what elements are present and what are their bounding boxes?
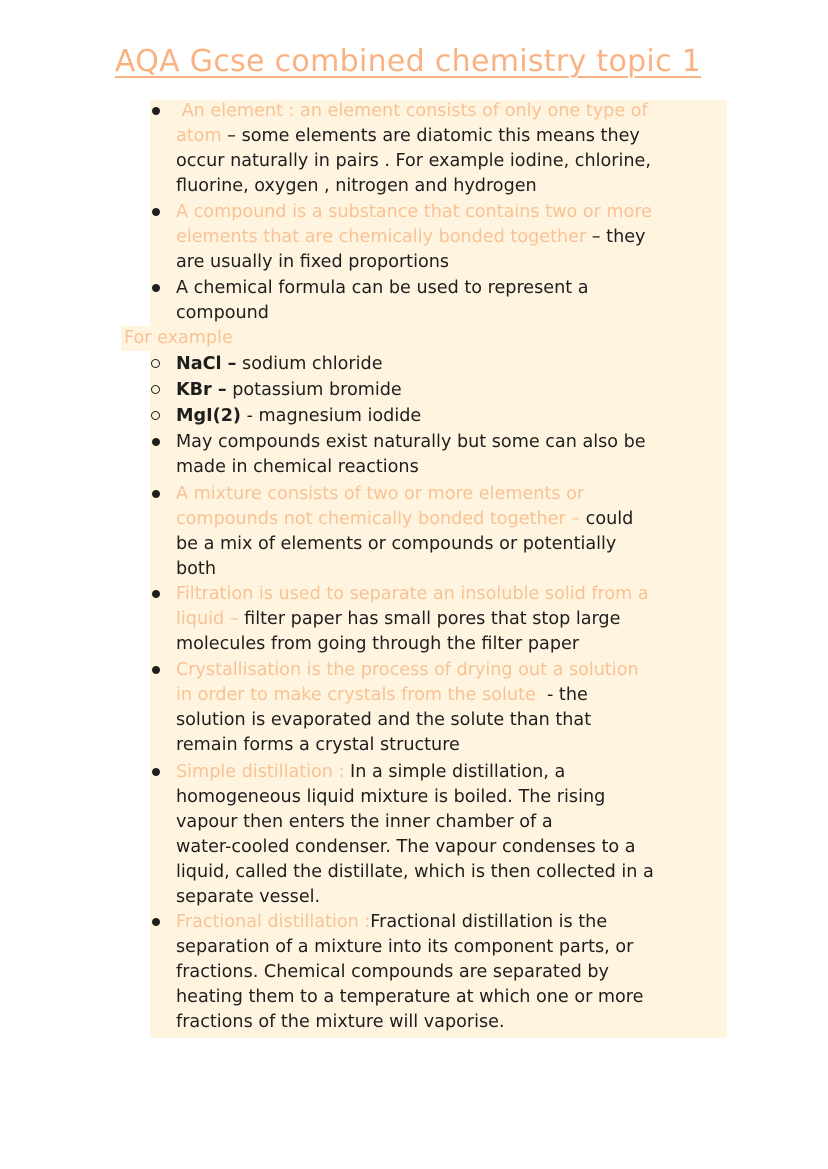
bullet-icon xyxy=(152,490,160,498)
for-example-label: For example xyxy=(124,328,233,348)
list-item-filtration: Filtration is used to separate an insoluble solid from a liquid – filter paper has small pores that stop large molecules from going through the filter paper xyxy=(176,582,736,657)
circle-bullet-icon xyxy=(151,411,160,420)
list-item-many-compounds: May compounds exist naturally but some can also be made in chemical reactions xyxy=(176,430,736,480)
bullet-icon xyxy=(152,768,160,776)
sub-item-nacl: NaCl – sodium chloride xyxy=(176,352,736,377)
bullet-icon xyxy=(152,666,160,674)
circle-bullet-icon xyxy=(151,359,160,368)
bullet-icon xyxy=(152,438,160,446)
bullet-icon xyxy=(152,208,160,216)
sub-item-mgi: MgI(2) - magnesium iodide xyxy=(176,404,736,429)
list-item-element: An element : an element consists of only one type of atom – some elements are diatomic this means they occur naturally in pairs . For example iodine, chlorine, fluorine, oxygen , nitrogen and hydrogen xyxy=(176,99,736,199)
list-item-compound: A compound is a substance that contains two or more elements that are chemically bonded together – they are usually in fixed proportions xyxy=(176,200,736,275)
bullet-icon xyxy=(152,284,160,292)
list-item-fractional-distillation: Fractional distillation :Fractional distillation is the separation of a mixture into its component parts, or fractions. Chemical compounds are separated by heating them to a temperature at which one or more fractions of the mixture will vaporise. xyxy=(176,910,736,1035)
page-title: AQA Gcse combined chemistry topic 1 xyxy=(114,44,702,79)
sub-item-kbr: KBr – potassium bromide xyxy=(176,378,736,403)
list-item-mixture: A mixture consists of two or more elements or compounds not chemically bonded together – could be a mix of elements or compounds or potentially both xyxy=(176,482,736,582)
list-item-formula: A chemical formula can be used to represent a compound xyxy=(176,276,736,326)
circle-bullet-icon xyxy=(151,385,160,394)
bullet-icon xyxy=(152,918,160,926)
bullet-icon xyxy=(152,107,160,115)
bullet-icon xyxy=(152,590,160,598)
list-item-simple-distillation: Simple distillation : In a simple distillation, a homogeneous liquid mixture is boiled. The rising vapour then enters the inner chamber of a water-cooled condenser. The vapour condenses to a liquid, called the distillate, which is then collected in a separate vessel. xyxy=(176,760,736,910)
list-item-crystallisation: Crystallisation is the process of drying out a solution in order to make crystals from the solute - the solution is evaporated and the solute than that remain forms a crystal structure xyxy=(176,658,736,758)
